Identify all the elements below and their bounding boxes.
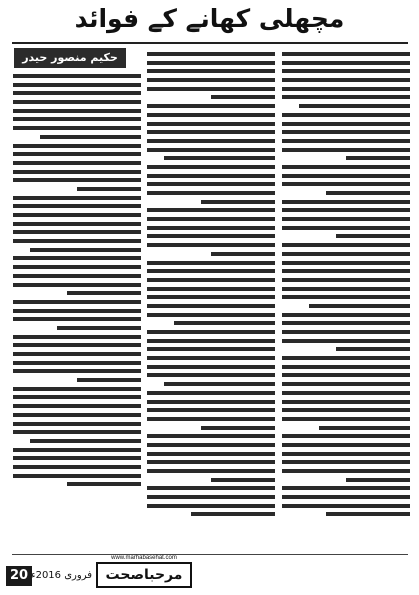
text-line-placeholder (147, 347, 275, 351)
text-line-placeholder (13, 265, 141, 269)
text-line-placeholder (147, 69, 275, 73)
magazine-logo: مرحباصحت (96, 562, 192, 588)
text-paragraph (282, 200, 410, 239)
text-line-placeholder (147, 504, 275, 508)
text-line-placeholder (282, 373, 410, 377)
text-line-placeholder (13, 352, 141, 356)
text-line-placeholder (13, 309, 141, 313)
text-line-placeholder (282, 174, 410, 178)
text-line-placeholder (282, 278, 410, 282)
text-line-placeholder (147, 61, 275, 65)
text-line-placeholder (147, 339, 275, 343)
text-line-placeholder (147, 434, 275, 438)
text-line-placeholder (282, 408, 410, 412)
text-line-placeholder (13, 465, 141, 469)
text-line-placeholder (282, 486, 410, 490)
text-line-placeholder (282, 208, 410, 212)
text-line-placeholder (319, 426, 410, 430)
text-line-placeholder (282, 356, 410, 360)
text-line-placeholder (13, 300, 141, 304)
text-column-right (282, 52, 410, 547)
text-line-placeholder (30, 248, 141, 252)
text-line-placeholder (282, 339, 410, 343)
text-paragraph (147, 434, 275, 481)
text-paragraph (13, 387, 141, 443)
text-line-placeholder (147, 261, 275, 265)
text-line-placeholder (147, 486, 275, 490)
text-paragraph (282, 165, 410, 195)
text-line-placeholder (211, 252, 275, 256)
text-line-placeholder (147, 113, 275, 117)
text-paragraph (282, 486, 410, 516)
text-line-placeholder (282, 443, 410, 447)
text-line-placeholder (147, 495, 275, 499)
text-line-placeholder (13, 395, 141, 399)
text-line-placeholder (147, 408, 275, 412)
text-line-placeholder (299, 104, 410, 108)
article-headline: مچھلی کھانے کے فوائد (74, 4, 345, 33)
text-line-placeholder (77, 378, 141, 382)
text-line-placeholder (282, 122, 410, 126)
text-line-placeholder (211, 95, 275, 99)
headline-divider (12, 42, 408, 44)
text-line-placeholder (282, 217, 410, 221)
text-paragraph (147, 486, 275, 516)
text-line-placeholder (13, 178, 141, 182)
text-line-placeholder (282, 417, 410, 421)
text-line-placeholder (147, 234, 275, 238)
text-line-placeholder (13, 170, 141, 174)
text-paragraph (282, 113, 410, 160)
text-line-placeholder (282, 295, 410, 299)
text-line-placeholder (282, 452, 410, 456)
text-line-placeholder (147, 313, 275, 317)
text-line-placeholder (201, 426, 275, 430)
text-line-placeholder (282, 382, 410, 386)
text-line-placeholder (147, 287, 275, 291)
text-line-placeholder (191, 512, 275, 516)
text-line-placeholder (147, 174, 275, 178)
text-line-placeholder (13, 74, 141, 78)
text-line-placeholder (67, 482, 141, 486)
text-line-placeholder (282, 243, 410, 247)
text-line-placeholder (147, 269, 275, 273)
text-line-placeholder (13, 109, 141, 113)
text-line-placeholder (282, 504, 410, 508)
text-line-placeholder (13, 256, 141, 260)
text-line-placeholder (13, 91, 141, 95)
text-line-placeholder (201, 200, 275, 204)
text-line-placeholder (346, 156, 410, 160)
text-line-placeholder (282, 78, 410, 82)
text-line-placeholder (309, 304, 410, 308)
text-line-placeholder (282, 313, 410, 317)
text-line-placeholder (282, 495, 410, 499)
text-line-placeholder (30, 439, 141, 443)
text-line-placeholder (282, 460, 410, 464)
text-line-placeholder (326, 512, 410, 516)
text-line-placeholder (13, 413, 141, 417)
text-line-placeholder (282, 469, 410, 473)
text-paragraph (13, 196, 141, 252)
text-line-placeholder (282, 61, 410, 65)
issue-date: فروری 2016ء (30, 570, 92, 581)
text-line-placeholder (282, 69, 410, 73)
text-line-placeholder (13, 474, 141, 478)
text-paragraph (282, 243, 410, 308)
text-line-placeholder (282, 113, 410, 117)
text-line-placeholder (147, 295, 275, 299)
text-paragraph (13, 335, 141, 382)
page-footer (0, 555, 419, 590)
text-paragraph (13, 256, 141, 295)
text-line-placeholder (13, 239, 141, 243)
text-line-placeholder (282, 400, 410, 404)
text-line-placeholder (147, 182, 275, 186)
text-paragraph (282, 356, 410, 430)
text-line-placeholder (13, 369, 141, 373)
text-paragraph (147, 104, 275, 160)
text-paragraph (13, 144, 141, 191)
text-line-placeholder (13, 126, 141, 130)
text-line-placeholder (13, 274, 141, 278)
text-line-placeholder (211, 478, 275, 482)
text-line-placeholder (326, 191, 410, 195)
text-line-placeholder (282, 252, 410, 256)
text-paragraph (282, 313, 410, 352)
text-line-placeholder (147, 391, 275, 395)
text-line-placeholder (13, 100, 141, 104)
text-line-placeholder (57, 326, 141, 330)
page-number: 20 (6, 566, 32, 586)
text-line-placeholder (13, 456, 141, 460)
text-line-placeholder (147, 122, 275, 126)
text-line-placeholder (147, 78, 275, 82)
text-paragraph (13, 74, 141, 139)
text-line-placeholder (13, 317, 141, 321)
website-url: www.marhabasehat.com (111, 555, 177, 561)
text-line-placeholder (174, 321, 275, 325)
text-paragraph (147, 330, 275, 386)
text-line-placeholder (147, 365, 275, 369)
text-line-placeholder (282, 148, 410, 152)
text-paragraph (282, 52, 410, 108)
text-line-placeholder (147, 208, 275, 212)
text-line-placeholder (147, 226, 275, 230)
text-paragraph (147, 261, 275, 326)
text-line-placeholder (282, 321, 410, 325)
text-line-placeholder (147, 417, 275, 421)
text-line-placeholder (147, 373, 275, 377)
footer-divider (12, 554, 408, 555)
text-column-middle (147, 52, 275, 547)
text-line-placeholder (13, 361, 141, 365)
text-line-placeholder (13, 144, 141, 148)
text-line-placeholder (282, 165, 410, 169)
text-line-placeholder (13, 161, 141, 165)
text-line-placeholder (147, 356, 275, 360)
text-line-placeholder (13, 83, 141, 87)
text-line-placeholder (282, 87, 410, 91)
text-line-placeholder (13, 213, 141, 217)
text-line-placeholder (282, 182, 410, 186)
text-line-placeholder (147, 148, 275, 152)
text-line-placeholder (282, 139, 410, 143)
text-line-placeholder (13, 222, 141, 226)
text-line-placeholder (13, 448, 141, 452)
text-line-placeholder (13, 343, 141, 347)
text-line-placeholder (13, 387, 141, 391)
text-line-placeholder (147, 452, 275, 456)
text-paragraph (147, 52, 275, 99)
text-line-placeholder (282, 434, 410, 438)
text-line-placeholder (336, 347, 410, 351)
text-line-placeholder (147, 243, 275, 247)
text-line-placeholder (282, 365, 410, 369)
text-line-placeholder (346, 478, 410, 482)
text-line-placeholder (282, 287, 410, 291)
text-line-placeholder (282, 269, 410, 273)
text-line-placeholder (147, 443, 275, 447)
text-paragraph (282, 434, 410, 481)
text-line-placeholder (13, 117, 141, 121)
text-line-placeholder (147, 104, 275, 108)
text-line-placeholder (13, 430, 141, 434)
text-line-placeholder (13, 230, 141, 234)
text-line-placeholder (147, 278, 275, 282)
text-column-left (13, 74, 141, 547)
text-line-placeholder (336, 234, 410, 238)
text-line-placeholder (13, 404, 141, 408)
text-line-placeholder (13, 422, 141, 426)
text-line-placeholder (147, 460, 275, 464)
text-line-placeholder (147, 217, 275, 221)
text-line-placeholder (147, 469, 275, 473)
text-line-placeholder (147, 165, 275, 169)
text-line-placeholder (282, 130, 410, 134)
text-line-placeholder (67, 291, 141, 295)
text-line-placeholder (147, 52, 275, 56)
text-paragraph (147, 208, 275, 255)
text-line-placeholder (13, 283, 141, 287)
text-line-placeholder (164, 156, 275, 160)
text-line-placeholder (282, 226, 410, 230)
text-line-placeholder (282, 391, 410, 395)
text-paragraph (147, 391, 275, 430)
text-line-placeholder (40, 135, 141, 139)
author-byline: حکیم منصور حیدر (14, 48, 126, 68)
text-line-placeholder (282, 261, 410, 265)
text-line-placeholder (282, 52, 410, 56)
text-line-placeholder (282, 200, 410, 204)
text-line-placeholder (147, 130, 275, 134)
text-line-placeholder (147, 87, 275, 91)
text-line-placeholder (282, 330, 410, 334)
text-line-placeholder (147, 191, 275, 195)
text-line-placeholder (147, 304, 275, 308)
text-paragraph (147, 165, 275, 204)
text-line-placeholder (13, 152, 141, 156)
text-line-placeholder (282, 95, 410, 99)
text-line-placeholder (147, 400, 275, 404)
text-line-placeholder (77, 187, 141, 191)
text-line-placeholder (147, 330, 275, 334)
text-line-placeholder (164, 382, 275, 386)
text-paragraph (13, 300, 141, 330)
text-line-placeholder (13, 196, 141, 200)
text-line-placeholder (147, 139, 275, 143)
text-paragraph (13, 448, 141, 487)
text-line-placeholder (13, 204, 141, 208)
text-line-placeholder (13, 335, 141, 339)
